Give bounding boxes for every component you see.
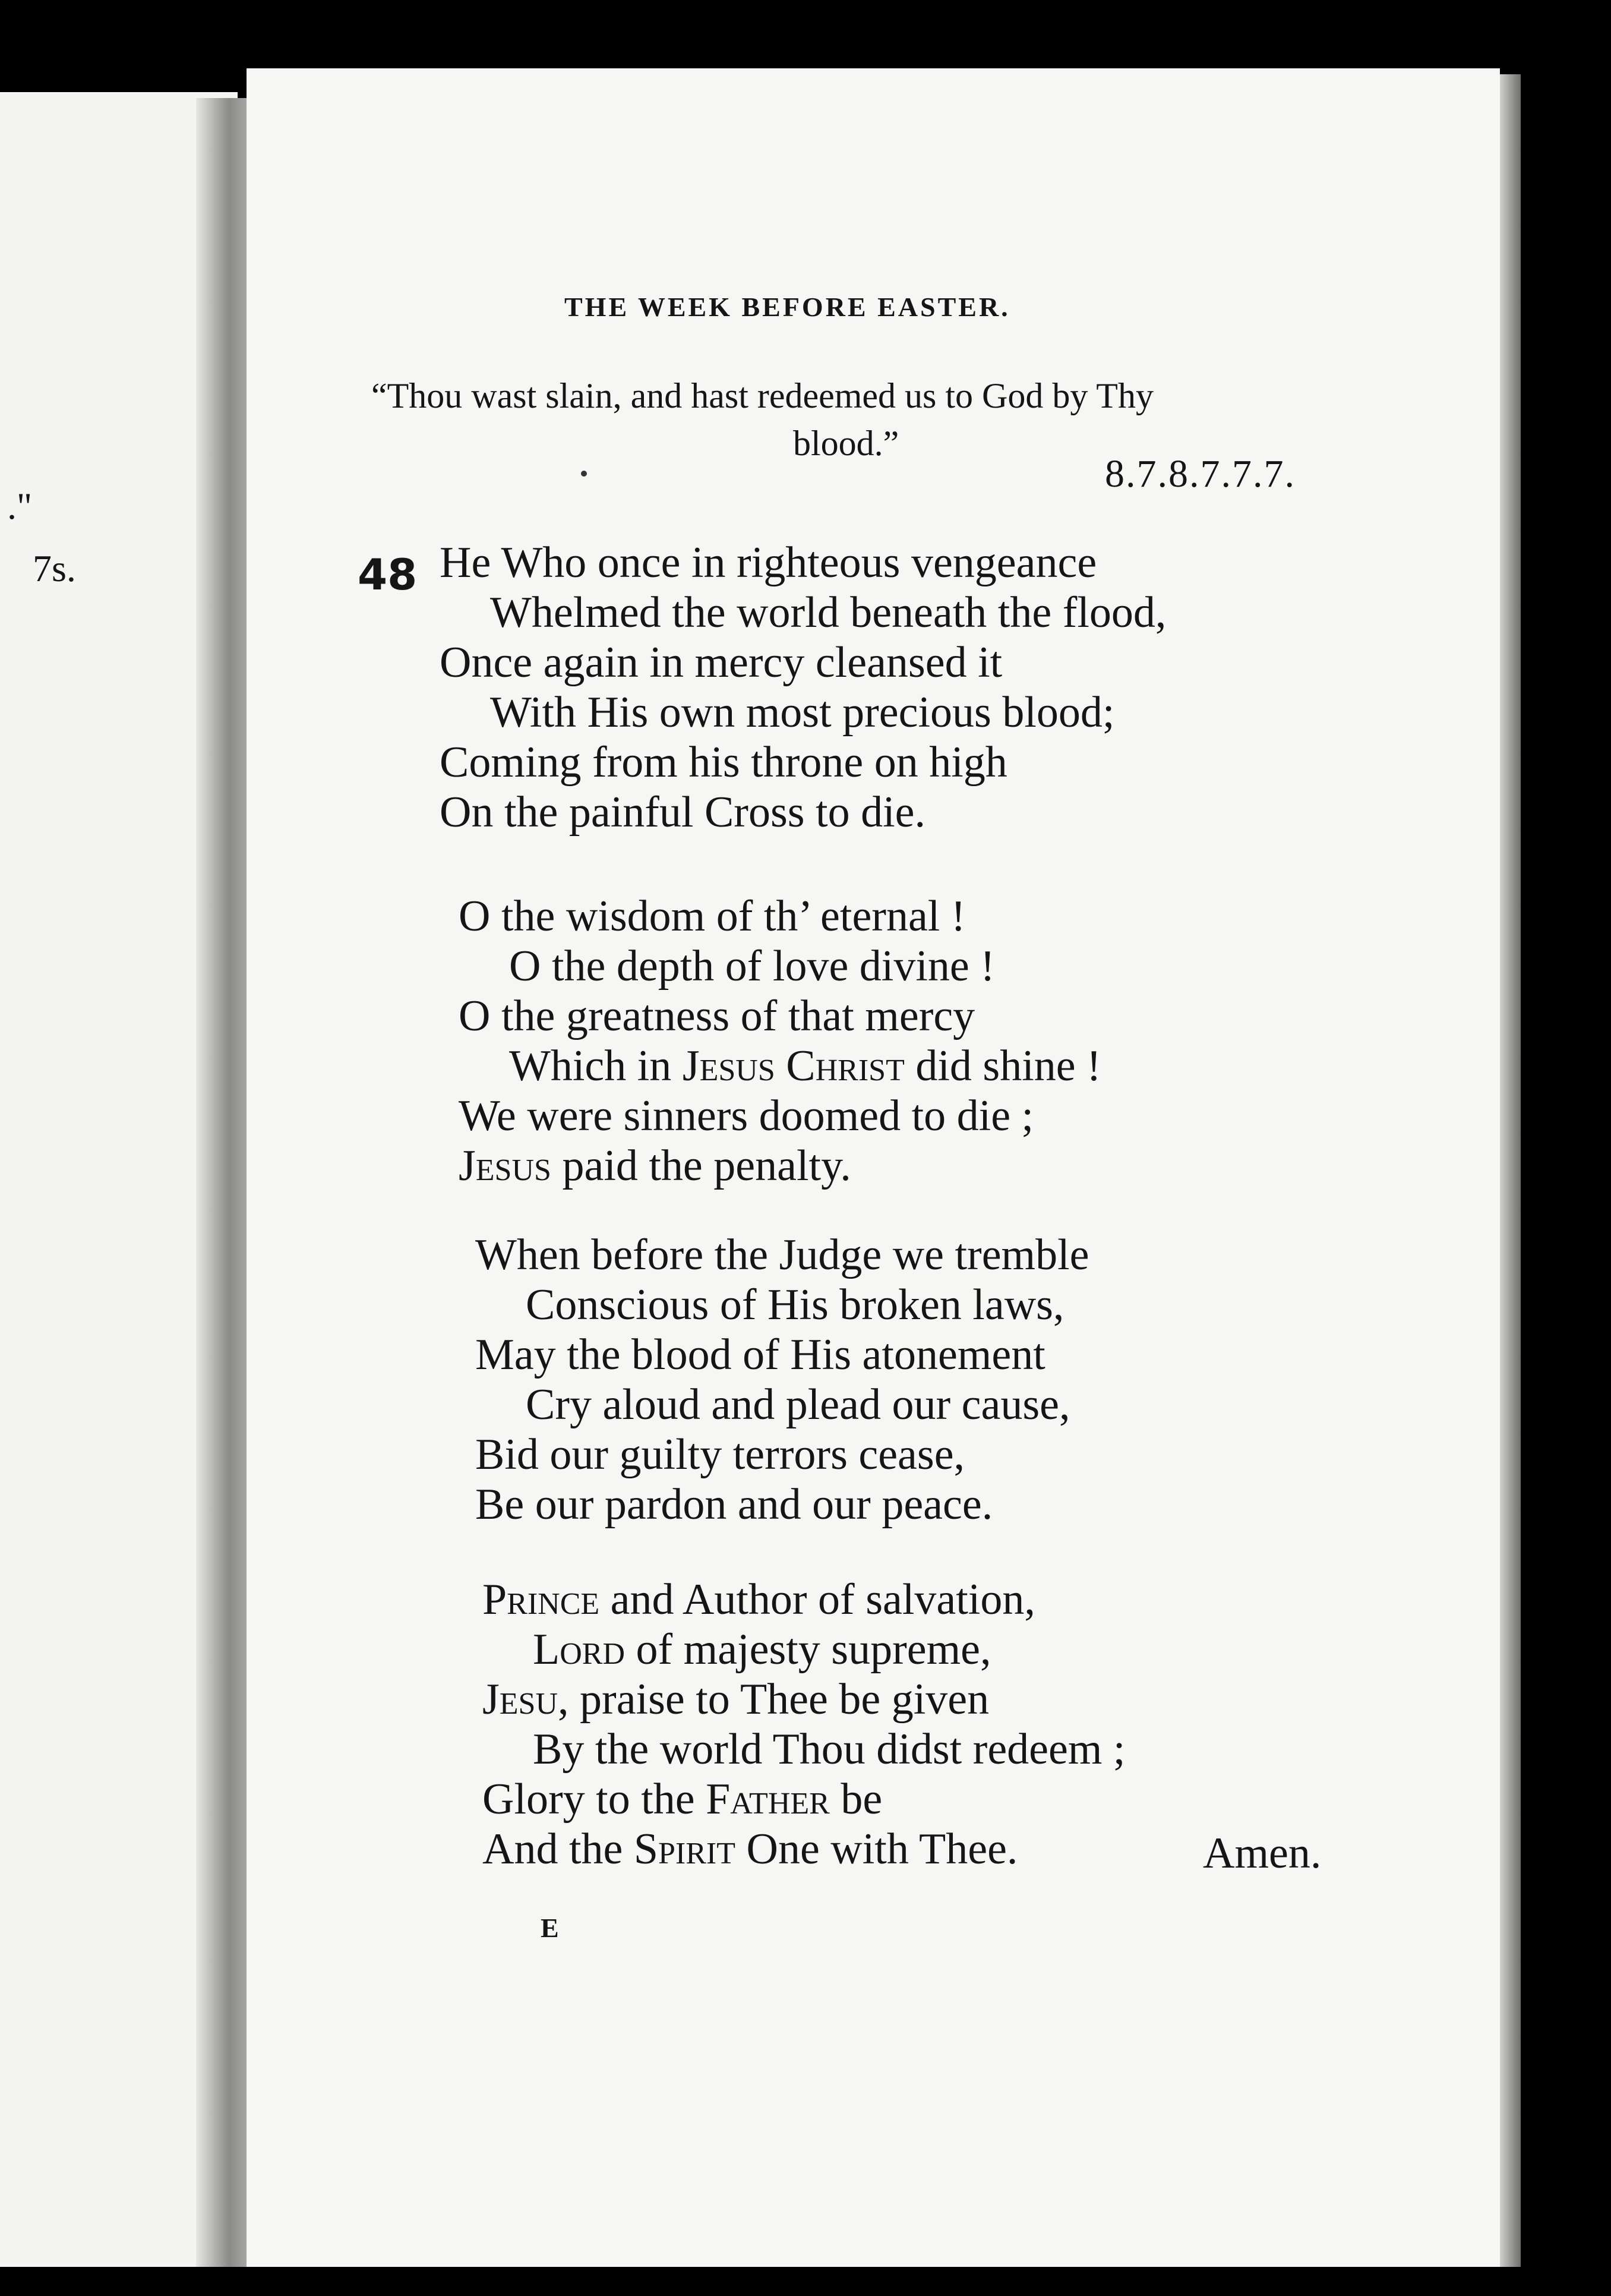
speck <box>581 471 587 477</box>
previous-page-metre: 7s. <box>33 547 76 589</box>
hymn-line: O the wisdom of th’ eternal ! <box>459 892 966 941</box>
hymn-line: Bid our guilty terrors cease, <box>475 1430 965 1479</box>
hymn-line: Glory to the Father be <box>482 1775 883 1824</box>
hymn-line: On the painful Cross to die. <box>440 788 926 837</box>
hymn-line: Jesus paid the penalty. <box>459 1141 851 1190</box>
hymn-line: Which in Jesus Christ did shine ! <box>509 1042 1101 1090</box>
hymn-line: Lord of majesty supreme, <box>533 1625 991 1674</box>
hymn-line: He Who once in righteous vengeance <box>440 538 1097 587</box>
hymn-line: And the Spirit One with Thee. <box>482 1825 1018 1874</box>
hymn-line: Coming from his throne on high <box>440 738 1007 787</box>
scripture-text-line-2: blood.” <box>793 424 899 463</box>
hymn-line: Prince and Author of salvation, <box>482 1575 1035 1624</box>
hymn-line: O the greatness of that mercy <box>459 992 975 1040</box>
hymn-line: O the depth of love divine ! <box>509 942 995 991</box>
hymn-line: Once again in mercy cleansed it <box>440 638 1003 687</box>
hymn-line: Jesu, praise to Thee be given <box>482 1675 990 1724</box>
page-edge <box>1500 74 1521 2267</box>
scripture-text-line-1: “Thou wast slain, and hast redeemed us to God by Thy <box>371 376 1154 415</box>
hymn-line: When before the Judge we tremble <box>475 1231 1089 1279</box>
hymn-number: 48 <box>358 550 418 600</box>
hymn-metre: 8.7.8.7.7.7. <box>1105 452 1296 496</box>
hymn-line: Be our pardon and our peace. <box>475 1480 993 1529</box>
hymn-line: May the blood of His atonement <box>475 1330 1045 1379</box>
hymn-line: With His own most precious blood; <box>490 688 1115 737</box>
running-head: THE WEEK BEFORE EASTER. <box>564 292 1010 322</box>
previous-page-quote-end: ." <box>7 485 33 527</box>
hymn-line: By the world Thou didst redeem ; <box>533 1725 1126 1774</box>
hymn-line: Whelmed the world beneath the flood, <box>490 588 1167 637</box>
hymn-line: Conscious of His broken laws, <box>526 1281 1064 1329</box>
amen: Amen. <box>1203 1829 1322 1878</box>
hymn-line: Cry aloud and plead our cause, <box>526 1380 1070 1429</box>
signature-mark: E <box>541 1913 559 1943</box>
hymn-line: We were sinners doomed to die ; <box>459 1092 1034 1140</box>
